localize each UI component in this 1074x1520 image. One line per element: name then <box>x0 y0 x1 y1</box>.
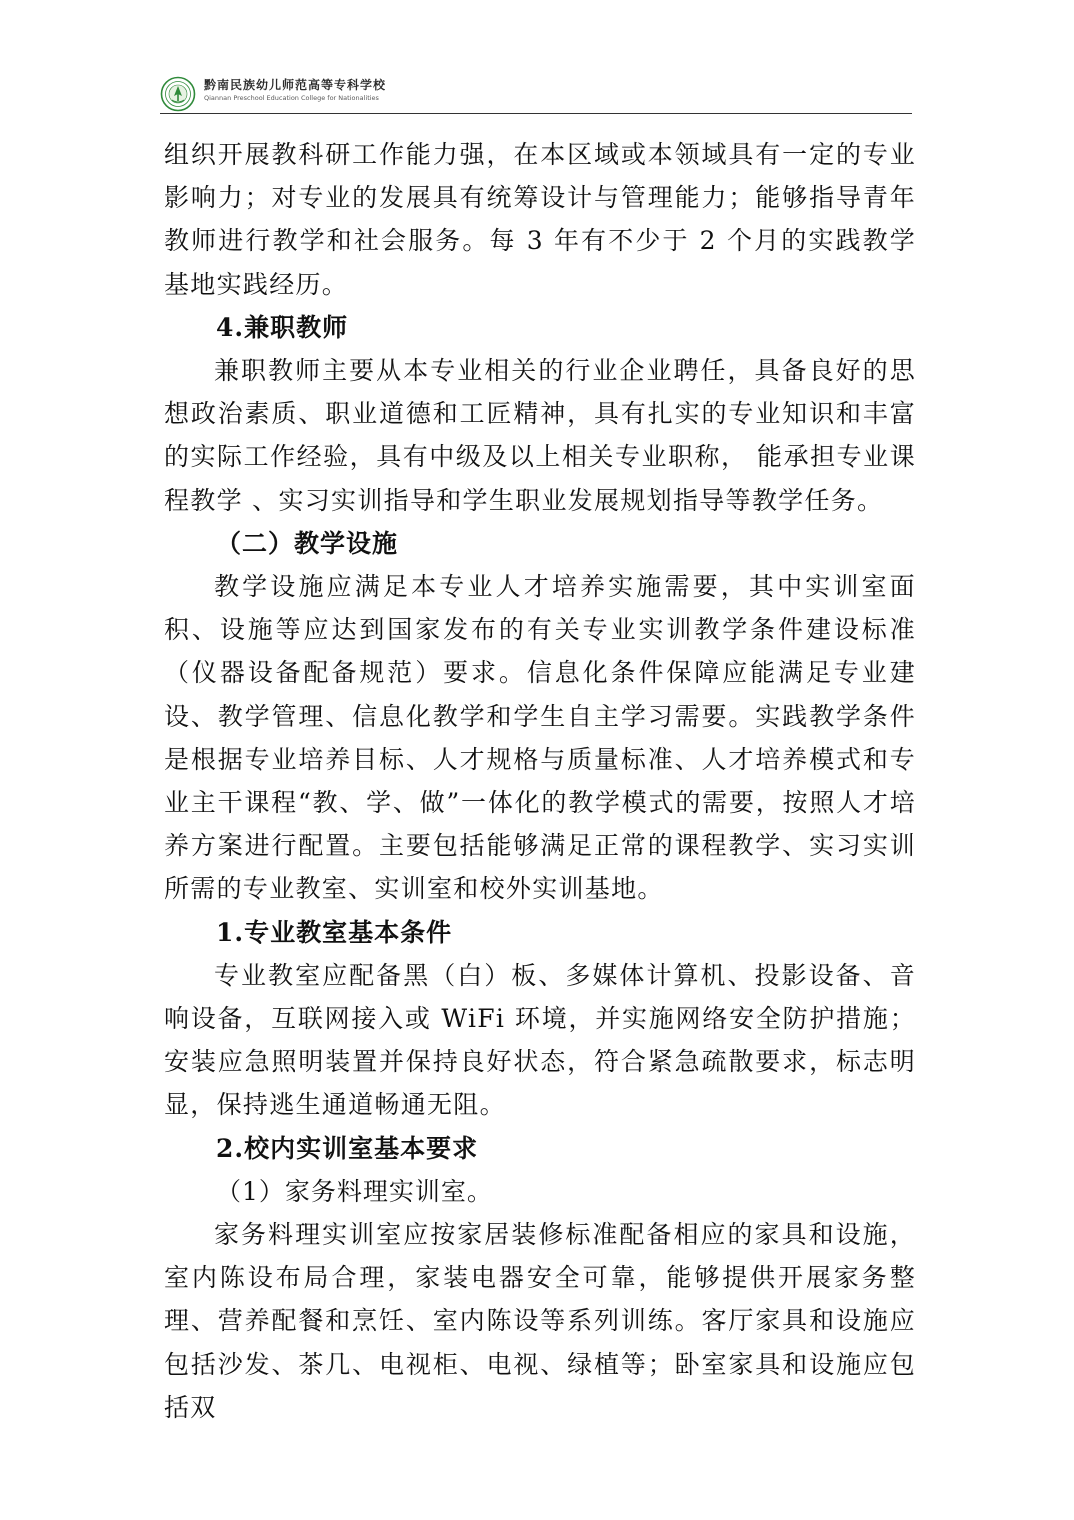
heading-teaching-facilities: （二）教学设施 <box>216 528 399 558</box>
paragraph-continuation: 组织开展教科研工作能力强，在本区域或本领域具有一定的专业影响力；对专业的发展具有统筹设计与管理能力；能够指导青年教师进行教学和社会服务。每 3 年有不少于 2 个月的实践教学基地实践经历。 <box>164 140 916 299</box>
school-name-cn: 黔南民族幼儿师范高等专科学校 <box>204 78 387 92</box>
paragraph-teaching-facilities: 教学设施应满足本专业人才培养实施需要，其中实训室面积、设施等应达到国家发布的有关专业实训教学条件建设标准（仪器设备配备规范）要求。信息化条件保障应能满足专业建设、教学管理、信息化教学和学生自主学习需要。实践教学条件是根据专业培养目标、人才规格与质量标准、人才培养模式和专业主干课程“教、学、做”一体化的教学模式的需要，按照人才培养方案进行配置。主要包括能够满足正常的课程教学、实习实训所需的专业教室、实训室和校外实训基地。 <box>164 572 916 904</box>
page-header <box>160 70 912 114</box>
school-emblem-icon <box>160 76 196 112</box>
document-body <box>164 133 916 1429</box>
header-divider <box>160 113 912 114</box>
header-text <box>204 78 386 103</box>
school-name-en: Qiannan Preschool Education College for Nationalities <box>204 94 379 102</box>
heading-classroom-conditions: 1.专业教室基本条件 <box>216 917 453 947</box>
paragraph-part-time-teachers: 兼职教师主要从本专业相关的行业企业聘任，具备良好的思想政治素质、职业道德和工匠精神，具有扎实的专业知识和丰富的实际工作经验，具有中级及以上相关专业职称， 能承担专业课程教学 、实习实训指导和学生职业发展规划指导等教学任务。 <box>164 356 916 515</box>
heading-training-room-requirements: 2.校内实训室基本要求 <box>216 1133 479 1163</box>
paragraph-housekeeping-room: 家务料理实训室应按家居装修标准配备相应的家具和设施，室内陈设布局合理，家装电器安全可靠，能够提供开展家务整理、营养配餐和烹饪、室内陈设等系列训练。客厅家具和设施应包括沙发、茶几、电视柜、电视、绿植等；卧室家具和设施应包括双 <box>164 1220 916 1422</box>
heading-part-time-teachers: 4.兼职教师 <box>216 312 349 342</box>
paragraph-classroom-conditions: 专业教室应配备黑（白）板、多媒体计算机、投影设备、音响设备，互联网接入或 WiFi 环境，并实施网络安全防护措施；安装应急照明装置并保持良好状态，符合紧急疏散要求，标志明显，保持逃生通道畅通无阻。 <box>164 960 916 1120</box>
subheading-housekeeping-room: （1）家务料理实训室。 <box>216 1176 493 1206</box>
